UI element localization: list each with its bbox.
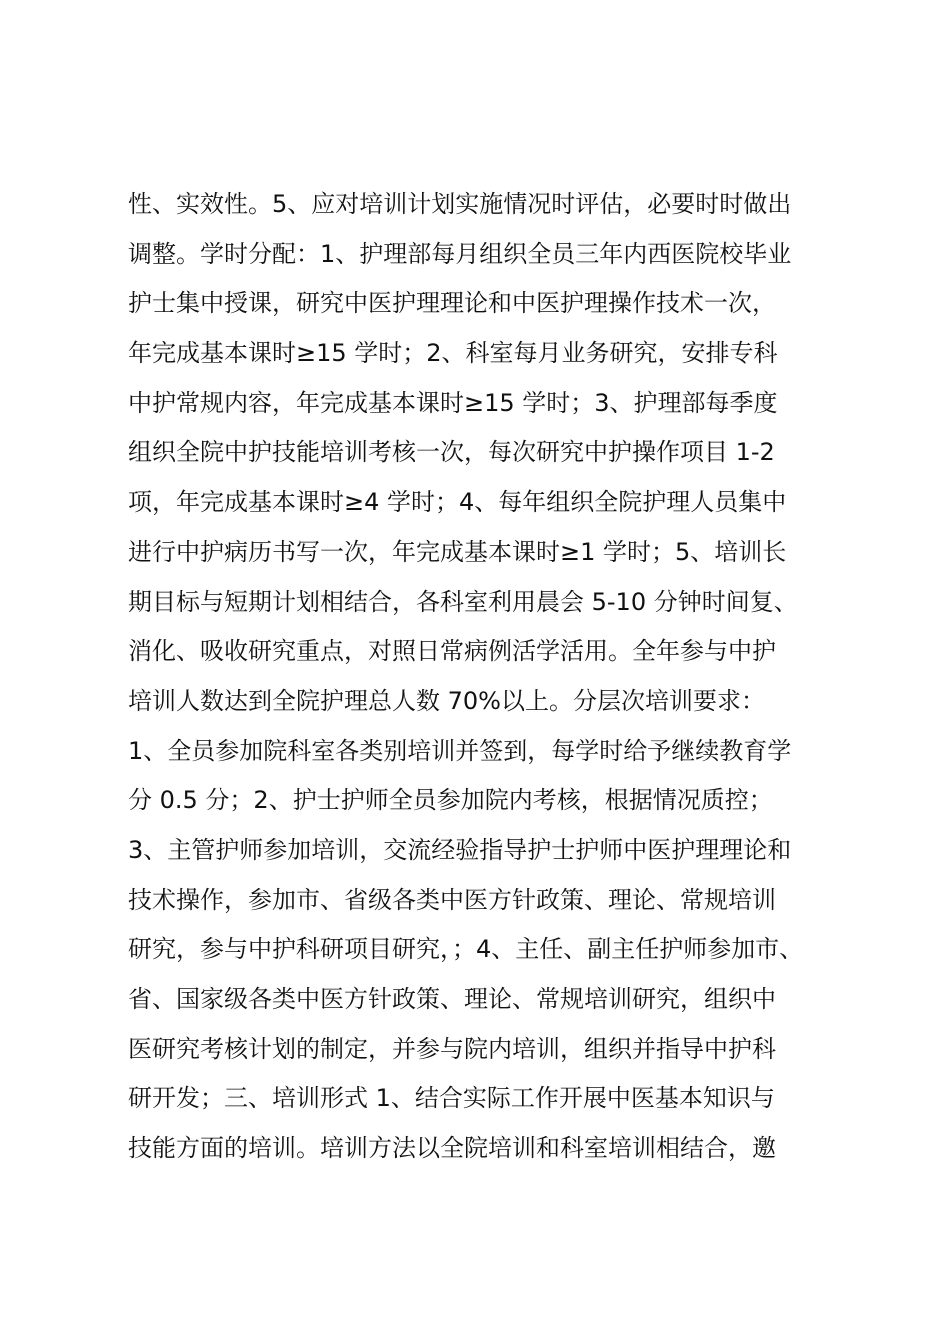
text-line: 培训人数达到全院护理总人数 70%以上。分层次培训要求： (128, 686, 765, 715)
text-line: 技能方面的培训。培训方法以全院培训和科室培训相结合，邀 (128, 1134, 776, 1163)
text-line: 中护常规内容，年完成基本课时≥15 学时；3、护理部每季度 (128, 388, 778, 417)
text-line: 3、主管护师参加培训，交流经验指导护士护师中医护理理论和 (128, 835, 792, 864)
text-line: 调整。学时分配：1、护理部每月组织全员三年内西医院校毕业 (128, 239, 792, 268)
text-line: 组织全院中护技能培训考核一次，每次研究中护操作项目 1-2 (128, 438, 775, 467)
text-line: 性、实效性。5、应对培训计划实施情况时评估，必要时时做出 (128, 190, 792, 218)
text-line: 分 0.5 分；2、护士护师全员参加院内考核，根据情况质控； (128, 786, 773, 815)
text-line: 进行中护病历书写一次，年完成基本课时≥1 学时；5、培训长 (128, 537, 787, 566)
text-line: 医研究考核计划的制定，并参与院内培训，组织并指导中护科 (128, 1034, 776, 1063)
text-line: 1、全员参加院科室各类别培训并签到，每学时给予继续教育学 (128, 736, 792, 765)
text-line: 省、国家级各类中医方针政策、理论、常规培训研究，组织中 (128, 985, 776, 1013)
text-line: 研究，参与中护科研项目研究，；4、主任、副主任护师参加市、 (128, 935, 804, 964)
text-line: 研开发；三、培训形式 1、结合实际工作开展中医基本知识与 (128, 1084, 775, 1113)
text-line: 年完成基本课时≥15 学时；2、科室每月业务研究，安排专科 (128, 339, 778, 368)
text-line: 技术操作，参加市、省级各类中医方针政策、理论、常规培训 (128, 885, 776, 914)
text-line: 消化、吸收研究重点，对照日常病例活学活用。全年参与中护 (128, 637, 776, 666)
text-line: 期目标与短期计划相结合，各科室利用晨会 5-10 分钟时间复、 (128, 587, 798, 616)
text-line: 护士集中授课，研究中医护理理论和中医护理操作技术一次， (128, 289, 776, 318)
body-text (128, 180, 848, 1174)
text-line: 项，年完成基本课时≥4 学时；4、每年组织全院护理人员集中 (128, 488, 787, 517)
